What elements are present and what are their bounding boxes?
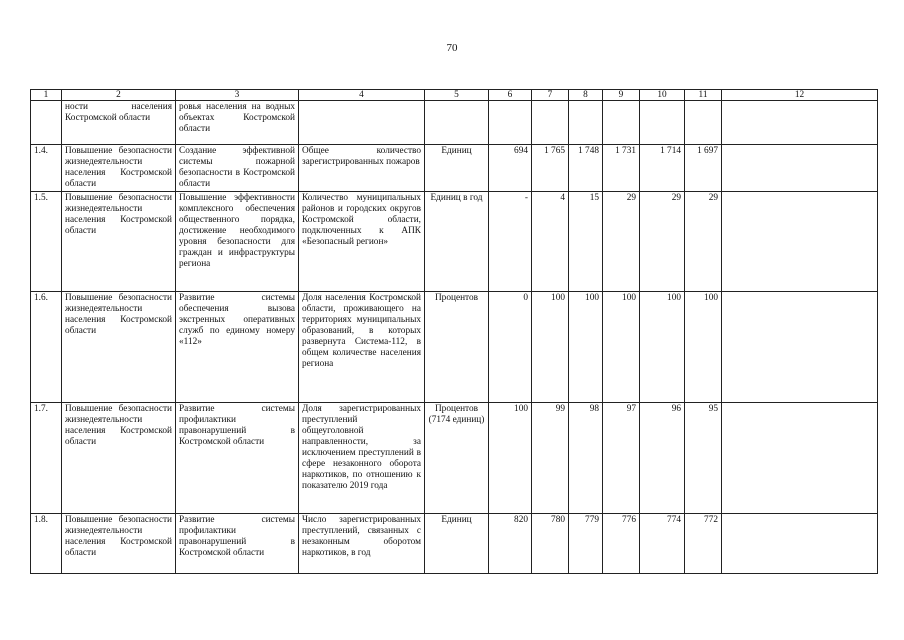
table-row — [31, 192, 878, 292]
note-cell — [722, 192, 878, 292]
column-header: 11 — [685, 90, 722, 101]
column-header: 5 — [425, 90, 489, 101]
column-header: 4 — [299, 90, 425, 101]
task-cell: Повышение эффективности комплексного обеспечения общественного порядка, достижение необходимого уровня безопасности для граждан и инфраструктуры региона — [176, 192, 299, 292]
column-header: 8 — [569, 90, 603, 101]
row-number: 1.7. — [31, 403, 62, 514]
column-number-row — [31, 90, 878, 101]
value-cell — [532, 101, 569, 145]
column-header: 6 — [489, 90, 532, 101]
value-cell: - — [489, 192, 532, 292]
value-cell: 694 — [489, 145, 532, 192]
value-cell: 100 — [685, 292, 722, 403]
value-cell: 1 765 — [532, 145, 569, 192]
table-row — [31, 101, 878, 145]
value-cell: 15 — [569, 192, 603, 292]
unit-cell — [425, 101, 489, 145]
column-header: 2 — [62, 90, 176, 101]
value-cell: 29 — [603, 192, 640, 292]
goal-cell: Повышение безопасности жизнедеятельности населения Костромской области — [62, 192, 176, 292]
value-cell: 95 — [685, 403, 722, 514]
value-cell: 100 — [532, 292, 569, 403]
indicator-cell — [299, 101, 425, 145]
value-cell: 100 — [640, 292, 685, 403]
row-number: 1.5. — [31, 192, 62, 292]
row-number — [31, 101, 62, 145]
unit-cell: Процентов (7174 единиц) — [425, 403, 489, 514]
indicator-cell: Общее количество зарегистрированных пожаров — [299, 145, 425, 192]
row-number: 1.4. — [31, 145, 62, 192]
goal-cell: Повышение безопасности жизнедеятельности населения Костромской области — [62, 514, 176, 574]
value-cell: 100 — [489, 403, 532, 514]
value-cell: 1 697 — [685, 145, 722, 192]
page-number: 70 — [446, 42, 458, 54]
task-cell: Развитие системы обеспечения вызова экстренных оперативных служб по единому номеру «112» — [176, 292, 299, 403]
note-cell — [722, 145, 878, 192]
value-cell: 29 — [685, 192, 722, 292]
value-cell: 1 714 — [640, 145, 685, 192]
note-cell — [722, 514, 878, 574]
table-row — [31, 403, 878, 514]
indicator-cell: Количество муниципальных районов и городских округов Костромской области, подключенных к АПК «Безопасный регион» — [299, 192, 425, 292]
column-header: 1 — [31, 90, 62, 101]
indicator-cell: Число зарегистрированных преступлений, связанных с незаконным оборотом наркотиков, в год — [299, 514, 425, 574]
value-cell: 779 — [569, 514, 603, 574]
value-cell: 1 731 — [603, 145, 640, 192]
indicators-table — [30, 89, 878, 574]
value-cell: 29 — [640, 192, 685, 292]
task-cell: ровья населения на водных объектах Костромской области — [176, 101, 299, 145]
note-cell — [722, 403, 878, 514]
column-header: 12 — [722, 90, 878, 101]
goal-cell: Повышение безопасности жизнедеятельности населения Костромской области — [62, 403, 176, 514]
value-cell: 0 — [489, 292, 532, 403]
table-row — [31, 292, 878, 403]
row-number: 1.6. — [31, 292, 62, 403]
value-cell: 96 — [640, 403, 685, 514]
value-cell — [489, 101, 532, 145]
value-cell: 100 — [603, 292, 640, 403]
value-cell: 4 — [532, 192, 569, 292]
value-cell: 772 — [685, 514, 722, 574]
goal-cell: Повышение безопасности жизнедеятельности населения Костромской области — [62, 292, 176, 403]
value-cell: 820 — [489, 514, 532, 574]
table-row — [31, 514, 878, 574]
value-cell: 98 — [569, 403, 603, 514]
value-cell: 774 — [640, 514, 685, 574]
value-cell: 99 — [532, 403, 569, 514]
value-cell — [603, 101, 640, 145]
column-header: 10 — [640, 90, 685, 101]
task-cell: Развитие системы профилактики правонарушений в Костромской области — [176, 403, 299, 514]
goal-cell: Повышение безопасности жизнедеятельности населения Костромской области — [62, 145, 176, 192]
goal-cell: ности населения Костромской области — [62, 101, 176, 145]
table-row — [31, 145, 878, 192]
column-header: 7 — [532, 90, 569, 101]
note-cell — [722, 292, 878, 403]
unit-cell: Единиц в год — [425, 192, 489, 292]
task-cell: Развитие системы профилактики правонарушений в Костромской области — [176, 514, 299, 574]
indicator-cell: Доля зарегистрированных преступлений общеуголовной направленности, за исключением преступлений в сфере незаконного оборота наркотиков, по отношению к показателю 2019 года — [299, 403, 425, 514]
value-cell — [640, 101, 685, 145]
column-header: 9 — [603, 90, 640, 101]
value-cell — [569, 101, 603, 145]
unit-cell: Единиц — [425, 514, 489, 574]
indicator-cell: Доля населения Костромской области, проживающего на территориях муниципальных образований, в которых развернута Система-112, в общем количестве населения региона — [299, 292, 425, 403]
row-number: 1.8. — [31, 514, 62, 574]
column-header: 3 — [176, 90, 299, 101]
unit-cell: Единиц — [425, 145, 489, 192]
value-cell: 780 — [532, 514, 569, 574]
value-cell: 776 — [603, 514, 640, 574]
unit-cell: Процентов — [425, 292, 489, 403]
value-cell: 97 — [603, 403, 640, 514]
task-cell: Создание эффективной системы пожарной безопасности в Костромской области — [176, 145, 299, 192]
value-cell: 1 748 — [569, 145, 603, 192]
value-cell: 100 — [569, 292, 603, 403]
value-cell — [685, 101, 722, 145]
note-cell — [722, 101, 878, 145]
